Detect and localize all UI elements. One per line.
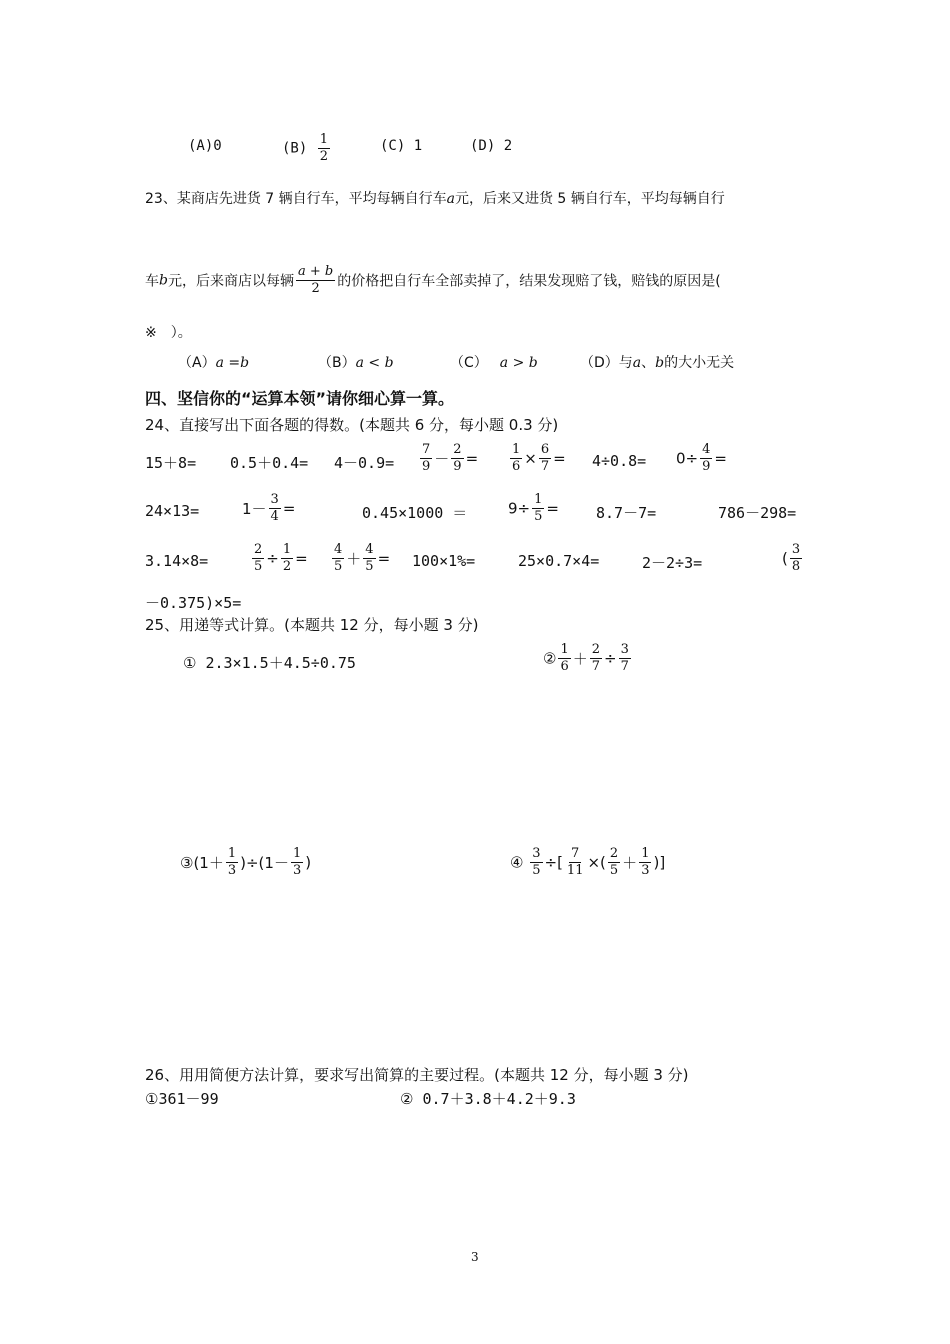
fraction [608, 846, 620, 879]
frac-num: 3 [791, 542, 801, 557]
fraction [639, 846, 651, 879]
frac-den: 9 [702, 459, 711, 474]
frac-den: 5 [532, 863, 541, 878]
frac-num: 1 [292, 846, 302, 861]
q23-text: 元，后来商店以每辆 [167, 273, 294, 290]
option-value: a > b [499, 355, 538, 371]
option-label: （D）与 [580, 355, 633, 371]
fraction [332, 542, 344, 575]
q23-line-2 [145, 264, 721, 297]
q23-line-3: ※ ）。 [145, 325, 192, 341]
q24-r1-4 [418, 442, 478, 475]
operator: ÷ [266, 549, 279, 568]
q23-line-1 [145, 188, 725, 208]
var-b: b [159, 272, 168, 289]
frac-den: 5 [365, 559, 374, 574]
operator: ＋ [346, 550, 362, 568]
frac-den: 5 [334, 559, 343, 574]
q25-title: 25、用递等式计算。(本题共 12 分，每小题 3 分) [145, 616, 479, 634]
operator: ÷ [604, 649, 617, 668]
q23-text: 车 [145, 273, 159, 290]
fraction [281, 542, 293, 575]
equals: = [377, 549, 391, 568]
q22-option-b [282, 132, 332, 165]
fraction [532, 492, 544, 525]
equals: = [714, 449, 727, 468]
frac-num: 3 [620, 642, 629, 657]
fraction [558, 642, 570, 675]
page-number: 3 [471, 1250, 479, 1264]
fraction [252, 542, 264, 575]
frac-den: 2 [282, 559, 292, 574]
paren: ( [782, 549, 788, 568]
frac-den: 3 [292, 863, 302, 878]
q23-option-c [450, 352, 538, 372]
frac-num: 1 [227, 846, 237, 861]
frac-num: 1 [282, 542, 292, 557]
section-4-title: 四、坚信你的“运算本领”请你细心算一算。 [145, 389, 455, 408]
fraction [451, 442, 463, 475]
equals: = [553, 449, 566, 468]
equals: = [295, 549, 308, 568]
q25-p2 [543, 642, 633, 675]
q24-r2-6: 786－298= [718, 504, 797, 522]
frac-num: 1 [560, 642, 569, 657]
option-label: （A） [178, 355, 216, 371]
fraction [363, 542, 375, 575]
frac-den: 7 [540, 459, 550, 474]
frac-den: 5 [609, 863, 619, 878]
expr-text: ③(1＋ [180, 854, 224, 872]
operator: 0÷ [676, 449, 699, 468]
frac-num: 1 [319, 132, 329, 147]
q23-option-a [178, 352, 249, 372]
q24-r3-7 [782, 542, 804, 575]
frac-den: 7 [591, 659, 601, 674]
q24-title: 24、直接写出下面各题的得数。(本题共 6 分，每小题 0.3 分) [145, 416, 559, 434]
q24-r4: －0.375)×5= [145, 594, 242, 612]
q24-r1-5 [508, 442, 566, 475]
q23-text: 元，后来又进货 5 辆自行车，平均每辆自行 [454, 191, 725, 207]
fraction [619, 642, 631, 675]
frac-den: 7 [620, 659, 629, 674]
equals: = [465, 449, 479, 468]
q24-r3-4: 100×1%= [412, 552, 476, 570]
q22-option-a: (A)0 [188, 138, 222, 154]
frac-num: 3 [270, 492, 279, 507]
q23-text: 23、某商店先进货 7 辆自行车，平均每辆自行车 [145, 191, 447, 207]
frac-den: 11 [566, 863, 584, 878]
fraction [700, 442, 712, 475]
frac-num: 1 [641, 846, 650, 861]
fraction [539, 442, 551, 475]
frac-den: 6 [560, 659, 569, 674]
option-value: a < b [355, 355, 394, 371]
item-number: ② [543, 649, 557, 668]
operator: 9÷ [508, 499, 531, 518]
option-value: 的大小无关 [664, 355, 735, 371]
option-value: a =b [215, 355, 250, 371]
q26-title: 26、用用简便方法计算，要求写出简算的主要过程。(本题共 12 分，每小题 3 分) [145, 1066, 689, 1084]
separator: 、 [641, 355, 656, 371]
q24-r2-4 [508, 492, 559, 525]
frac-den: 2 [311, 281, 320, 296]
expr-text: )] [653, 853, 666, 872]
expr-text: ÷[ [544, 853, 563, 872]
q25-p3 [180, 846, 311, 879]
q24-r1-7 [676, 442, 727, 475]
q24-r3-6: 2－2÷3= [642, 554, 703, 572]
item-number: ④ [510, 853, 529, 872]
q23-option-d [580, 352, 734, 372]
var-b: b [655, 355, 665, 371]
frac-den: 3 [641, 863, 650, 878]
frac-num: 4 [365, 542, 374, 557]
expr-text: ×( [587, 853, 606, 872]
q24-r2-2 [242, 492, 295, 525]
operator: × [524, 449, 537, 468]
fraction-a-plus-b-over-2 [296, 264, 335, 297]
var-a: a [446, 191, 455, 207]
q24-r3-3 [330, 542, 390, 575]
frac-den: 5 [534, 509, 543, 524]
q24-r1-3: 4－0.9= [334, 454, 395, 472]
q22-option-d: (D) 2 [470, 138, 513, 154]
q24-r3-1: 3.14×8= [145, 552, 209, 570]
frac-num: 2 [591, 642, 601, 657]
frac-num: 4 [334, 542, 343, 557]
q26-p2: ② 0.7＋3.8＋4.2＋9.3 [400, 1090, 576, 1108]
q25-p1: ① 2.3×1.5＋4.5÷0.75 [183, 654, 356, 672]
q26-p1: ①361－99 [145, 1090, 219, 1108]
frac-num: 2 [453, 442, 462, 457]
q24-r1-2: 0.5＋0.4= [230, 454, 309, 472]
fraction [420, 442, 432, 475]
equals: = [282, 499, 296, 518]
fraction [291, 846, 303, 879]
q24-r3-2 [250, 542, 308, 575]
q23-text: 的价格把自行车全部卖掉了，结果发现赔了钱，赔钱的原因是( [337, 273, 721, 290]
frac-num: 2 [609, 846, 619, 861]
frac-den: 3 [227, 863, 237, 878]
fraction [226, 846, 238, 879]
frac-num: 2 [254, 542, 263, 557]
expr-text: )÷(1－ [240, 854, 289, 872]
frac-num: 1 [512, 442, 521, 457]
q23-option-b [318, 352, 394, 372]
operator: 1－ [242, 500, 267, 518]
frac-num: a + b [297, 264, 334, 279]
frac-num: 6 [540, 442, 550, 457]
frac-den: 6 [512, 459, 521, 474]
frac-den: 4 [270, 509, 279, 524]
fraction [590, 642, 602, 675]
option-label: （B） [318, 355, 356, 371]
frac-num: 7 [422, 442, 431, 457]
frac-num: 7 [571, 846, 580, 861]
frac-den: 8 [791, 559, 801, 574]
fraction-half [318, 132, 330, 165]
q24-r2-3: 0.45×1000 ＝ [362, 504, 468, 522]
expr-text: ) [305, 853, 312, 872]
fraction [565, 846, 586, 879]
operator: ＋ [622, 854, 638, 872]
frac-den: 5 [254, 559, 263, 574]
fraction [269, 492, 281, 525]
q24-r1-6: 4÷0.8= [592, 452, 647, 470]
equals: = [546, 499, 559, 518]
operator: ＋ [572, 650, 588, 668]
q24-r2-5: 8.7－7= [596, 504, 657, 522]
frac-num: 4 [702, 442, 711, 457]
frac-den: 9 [422, 459, 431, 474]
operator: － [434, 450, 450, 468]
fraction [510, 442, 522, 475]
q22-option-b-label: (B) [282, 140, 308, 157]
q24-r2-1: 24×13= [145, 502, 200, 520]
frac-den: 2 [319, 149, 329, 164]
var-a: a [632, 355, 642, 371]
fraction [790, 542, 802, 575]
q24-r3-5: 25×0.7×4= [518, 552, 600, 570]
frac-num: 1 [534, 492, 543, 507]
frac-den: 9 [453, 459, 462, 474]
fraction [530, 846, 542, 879]
option-label: （C） [450, 355, 488, 371]
q25-p4 [510, 846, 665, 879]
q24-r1-1: 15＋8= [145, 454, 197, 472]
q22-option-c: (C) 1 [380, 138, 423, 154]
frac-num: 3 [532, 846, 541, 861]
